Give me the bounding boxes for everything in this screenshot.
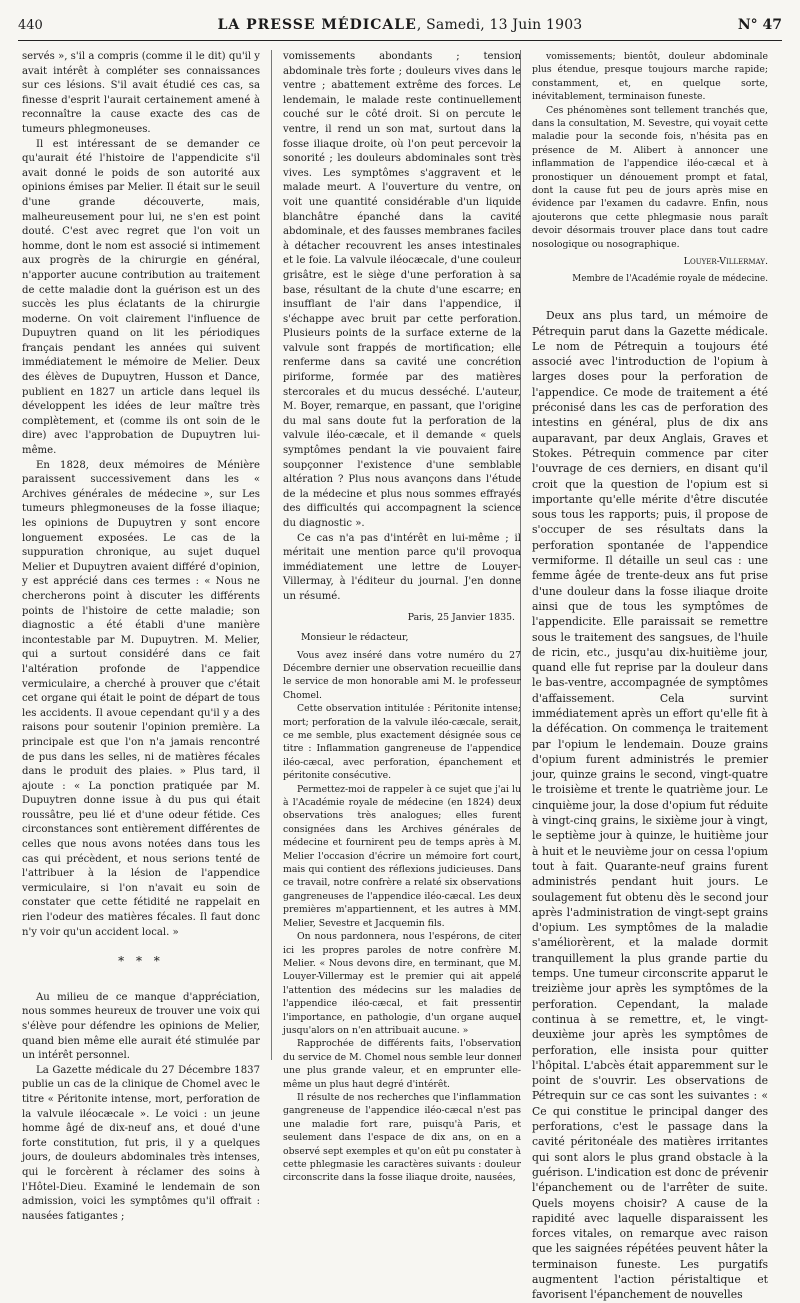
paragraph: Ce cas n'a pas d'intérêt en lui-même ; il méritait une mention parce qu'il provoqua immédiatement une lettre de Louyer-Villermay, à l'éditeur du journal. J'en donne un résumé. — [283, 532, 521, 602]
letter-paragraph: vomissements; bientôt, douleur abdominale plus étendue, presque toujours marche rapide; constamment, et, en quelque sorte, inévitablement, terminaison funeste. — [532, 51, 768, 103]
paragraph: vomissements abondants ; tension abdominale très forte ; douleurs vives dans le ventre ; abattement extrême des forces. Le lendemain, le malade reste continuellement couché sur le côté droit. Si on percute le ventre, il rend un son mat, surtout dans la fosse iliaque droite, où l'on peut percevoir la sonorité ; les douleurs abdominales sont très vives. Les symptômes s'aggravent et le malade meurt. A l'ouverture du ventre, on voit une quantité considérable d'un liquide blanchâtre épanché dans la cavité abdominale, et des fausses membranes faciles à détacher recouvrent les anses intestinales et le foie. La valvule iléocæcale, d'une couleur grisâtre, est le siège d'une perforation à sa base, résultant de la chute d'une escarre; en insufflant de l'air dans l'appendice, il s'échappe avec bruit par cette perforation. Plusieurs points de la surface externe de la valvule sont frappés de mortification; elle renferme dans sa cavité une concrétion piriforme, formée par des matières stercorales et du mucus desséché. L'auteur, M. Boyer, remarque, en passant, que l'origine du mal sans doute fut la perforation de la valvule iléo-cæcale, et il demande « quels symptômes pendant la vie pouvaient faire soupçonner l'existence d'une semblable altération ? Plus nous avançons dans l'étude de la médecine et plus nous sommes effrayés des difficultés qui accompagnent la science du diagnostic ». — [283, 51, 521, 529]
paragraph: Il est intéressant de se demander ce qu'aurait été l'histoire de l'appendicite s'il avait donné le poids de son autorité aux opinions émises par Melier. Il était sur le seuil d'une grande découverte, mais, malheureusement pour lui, ne s'en est point douté. C'est avec regret que l'on voit un homme, dont le nom est associé si intimement aux progrès de la chirurgie en général, n'apporter aucune contribution au traitement de cette maladie dont la guérison est un des succès les plus éclatants de la chirurgie moderne. On voit clairement l'influence de Dupuytren quand on lit les périodiques français pendant les années qui suivent immédiatement le mémoire de Melier. Deux des élèves de Dupuytren, Husson et Dance, publient en 1827 un article dans lequel ils développent les idées de leur maître très complètement, et (comme ils ont soin de le dire) avec l'approbation de Dupuytren lui-même. — [22, 138, 260, 457]
paragraph: En 1828, deux mémoires de Ménière paraissent successivement dans les « Archives générales de médecine », sur Les tumeurs phlegmoneuses de la fosse iliaque; les opinions de Dupuytren y sont encore longuement exposées. Le cas de la suppuration chronique, au sujet duquel Melier et Dupuytren avaient différé d'opinion, y est apprécié dans ces termes : « Nous ne chercherons point à discuter les différents points de l'histoire de cette maladie; son diagnostic a été établi d'une manière incontestable par M. Dupuytren. M. Melier, qui a surtout considéré dans ce fait l'altération profonde de l'appendice vermiculaire, a cherché à prouver que c'était cet organe qui était le point de départ de tous les accidents. Il avoue cependant qu'il y a des raisons pour soutenir l'opinion première. La principale est que l'on n'a jamais rencontré de pus dans les selles, ni de matières fécales dans le produit des plaies. » Plus tard, il ajoute : « La ponction pratiquée par M. Dupuytren donne issue à du pus qui était roussâtre, peu lié et d'une odeur fétide. Ces circonstances sont entièrement différentes de celles que nous avons notées dans tous les cas qui précèdent, et nous serions tenté de l'attribuer à la lésion de l'appendice vermiculaire, si l'on n'avait eu soin de constater que cette fétidité ne rappelait en rien l'odeur des matières fécales. Il faut donc n'y voir qu'un accident local. » — [22, 459, 260, 938]
spacer — [532, 286, 768, 308]
page-number: 440 — [18, 18, 43, 33]
section-separator: * * * — [118, 954, 164, 969]
paragraph: servés », s'il a compris (comme il le dit) qu'il y avait intérêt à compléter ses connaissances sur ces lésions. S'il avait étudié ces cas, sa finesse d'esprit l'aurait certainement amené à reconnaître la cause exacte des cas de tumeurs phlegmoneuses. — [22, 51, 260, 135]
paragraph: La Gazette médicale du 27 Décembre 1837 publie un cas de la clinique de Chomel avec le titre « Péritonite intense, mort, perforation de la valvule iléocæcale ». Le voici : un jeune homme âgé de dix-neuf ans, et doué d'une forte constitution, fut pris, il y a quelques jours, de douleurs abdominales très intenses, qui le forcèrent à réclamer des soins à l'Hôtel-Dieu. Examiné le lendemain de son admission, voici les symptômes qu'il offrait : nausées fatigantes ; — [22, 1064, 260, 1222]
issue-number: N° 47 — [737, 17, 782, 33]
letter-paragraph: Rapprochée de différents faits, l'observation du service de M. Chomel nous semble leur donner une plus grande valeur, et en emprunter elle-même un plus haut degré d'intérêt. — [283, 1038, 521, 1090]
letter-paragraph: Il résulte de nos recherches que l'inflammation gangreneuse de l'appendice iléo-cæcal n'est pas une maladie fort rare, puisqu'à Paris, et seulement dans l'espace de dix ans, on en a observé sept exemples et qu'on eût pu constater à cette phlegmasie les caractères suivants : douleur circonscrite dans la fosse iliaque droite, nausées, — [283, 1091, 521, 1184]
page-header — [18, 14, 782, 41]
paragraph: Deux ans plus tard, un mémoire de Pétrequin parut dans la Gazette médicale. Le nom de Pétrequin a toujours été associé avec l'introduction de l'opium à larges doses pour la perforation de l'appendice. Ce mode de traitement a été préconisé dans les cas de perforation des intestins en général, plus de dix ans auparavant, par deux Anglais, Graves et Stokes. Pétrequin commence par citer l'ouvrage de ces derniers, en disant qu'il croit que la question de l'opium est si importante qu'elle mérite d'être discutée sous tous les rapports; puis, il propose de s'occuper de ses résultats dans la perforation spontanée de l'appendice vermiforme. Il détaille un seul cas : une femme âgée de trente-deux ans fut prise d'une douleur dans la fosse iliaque droite ainsi que de tous les symptômes de l'appendicite. Elle paraissait se remettre sous le traitement des sangsues, de l'huile de ricin, etc., jusqu'au dix-huitième jour, quand elle fut reprise par la douleur dans le bas-ventre, accompagnée de symptômes d'affaissement. Cela survint immédiatement après un effort qu'elle fit à la défécation. On commença le traitement par l'opium le lendemain. Douze grains d'opium furent administrés le premier jour, quinze grains le second, vingt-quatre le troisième et trente le quatrième jour. Le cinquième jour, la dose d'opium fut réduite à vingt-cinq grains, le sixième jour à vingt, le septième jour à quinze, le huitième jour à huit et le neuvième jour on cessa l'opium tout à fait. Quarante-neuf grains furent administrés pendant huit jours. Le soulagement fut obtenu dès le second jour après l'administration de vingt-sept grains d'opium. Les symptômes de la maladie s'améliorèrent, et la malade dormit tranquillement la plus grande partie du temps. Une tumeur circonscrite apparut le treizième jour après les symptômes de la perforation. Cependant, la malade continua à se remettre, et, le vingt-deuxième jour après les symptômes de perforation, elle insista pour quitter l'hôpital. L'abcès était apparemment sur le point de s'ouvrir. Les observations de Pétrequin sur ce cas sont les suivantes : « Ce qui constitue le principal danger des perforations, c'est le passage dans la cavité péritonéale des matières irritantes qui sont alors le plus grand obstacle à la guérison. L'indication est donc de prévenir l'épanchement ou de l'arrêter de suite. Quels moyens choisir? A cause de la rapidité avec laquelle disparaissent les forces vitales, on remarque avec raison que les saignées répétées peuvent hâter la terminaison funeste. Les purgatifs augmentent l'action péristaltique et favorisent l'épanchement de nouvelles — [532, 309, 768, 1302]
letter-body — [283, 631, 521, 1185]
letter-signature: Louyer-Villermay. — [683, 256, 768, 268]
letter-date: Paris, 25 Janvier 1835. — [407, 611, 515, 623]
column-divider — [271, 50, 272, 1060]
letter-salutation: Monsieur le rédacteur, — [301, 632, 409, 644]
column-1 — [22, 50, 260, 1222]
letter-paragraph: Vous avez inséré dans votre numéro du 27 Décembre dernier une observation recueillie dans le service de mon honorable ami M. le professeur Chomel. — [283, 649, 521, 701]
letter-continuation — [532, 50, 768, 251]
column-3 — [532, 50, 768, 1302]
letter-paragraph: Cette observation intitulée : Péritonite intense; mort; perforation de la valvule iléo-cæcale, serait, ce me semble, plus exactement désignée sous ce titre : Inflammation gangreneuse de l'appendice iléo-cæcal, avec perforation, épanchement et péritonite consécutive. — [283, 703, 521, 782]
issue-date: , Samedi, 13 Juin 1903 — [416, 17, 583, 33]
page-title — [18, 17, 782, 33]
letter-paragraph: Ces phénomènes sont tellement tranchés que, dans la consultation, M. Sevestre, qui voyait cette maladie pour la seconde fois, n'hésita pas en présence de M. Alibert à annoncer une inflammation de l'appendice iléo-cæcal et à pronostiquer un dénouement prompt et fatal, dont la cause fut peu de jours après mise en évidence par l'examen du cadavre. Enfin, nous ajouterons que cette phlegmasie nous paraît devoir désormais trouver place dans tout cadre nosologique ou nosographique. — [532, 104, 768, 250]
masthead: LA PRESSE MÉDICALE — [217, 17, 417, 33]
letter-paragraph: Permettez-moi de rappeler à ce sujet que j'ai lu à l'Académie royale de médecine (en 1824) deux observations très analogues; elles furent consignées dans les Archives générales de médecine et fournirent peu de temps après à M. Melier l'occasion d'écrire un mémoire fort court, mais qui contient des réflexions judicieuses. Dans ce travail, notre confrère a relaté six observations gangreneuses de l'appendice iléo-cæcal. Les deux premières m'appartiennent, et les autres à MM. Melier, Sevestre et Jacquemin fils. — [283, 783, 521, 929]
column-2 — [283, 50, 521, 1184]
signature-title: Membre de l'Académie royale de médecine. — [572, 273, 768, 284]
paragraph: Au milieu de ce manque d'appréciation, nous sommes heureux de trouver une voix qui s'élève pour défendre les opinions de Melier, quand bien même elle aurait été stimulée par un intérêt personnel. — [22, 991, 260, 1062]
letter-paragraph: On nous pardonnera, nous l'espérons, de citer ici les propres paroles de notre confrère M. Melier. « Nous devons dire, en terminant, que M. Louyer-Villermay est le premier qui ait appelé l'attention des médecins sur les maladies de l'appendice iléo-cæcal, et fait pressentir l'importance, en pathologie, d'un organe auquel jusqu'alors on n'en attribuait aucune. » — [283, 931, 521, 1036]
